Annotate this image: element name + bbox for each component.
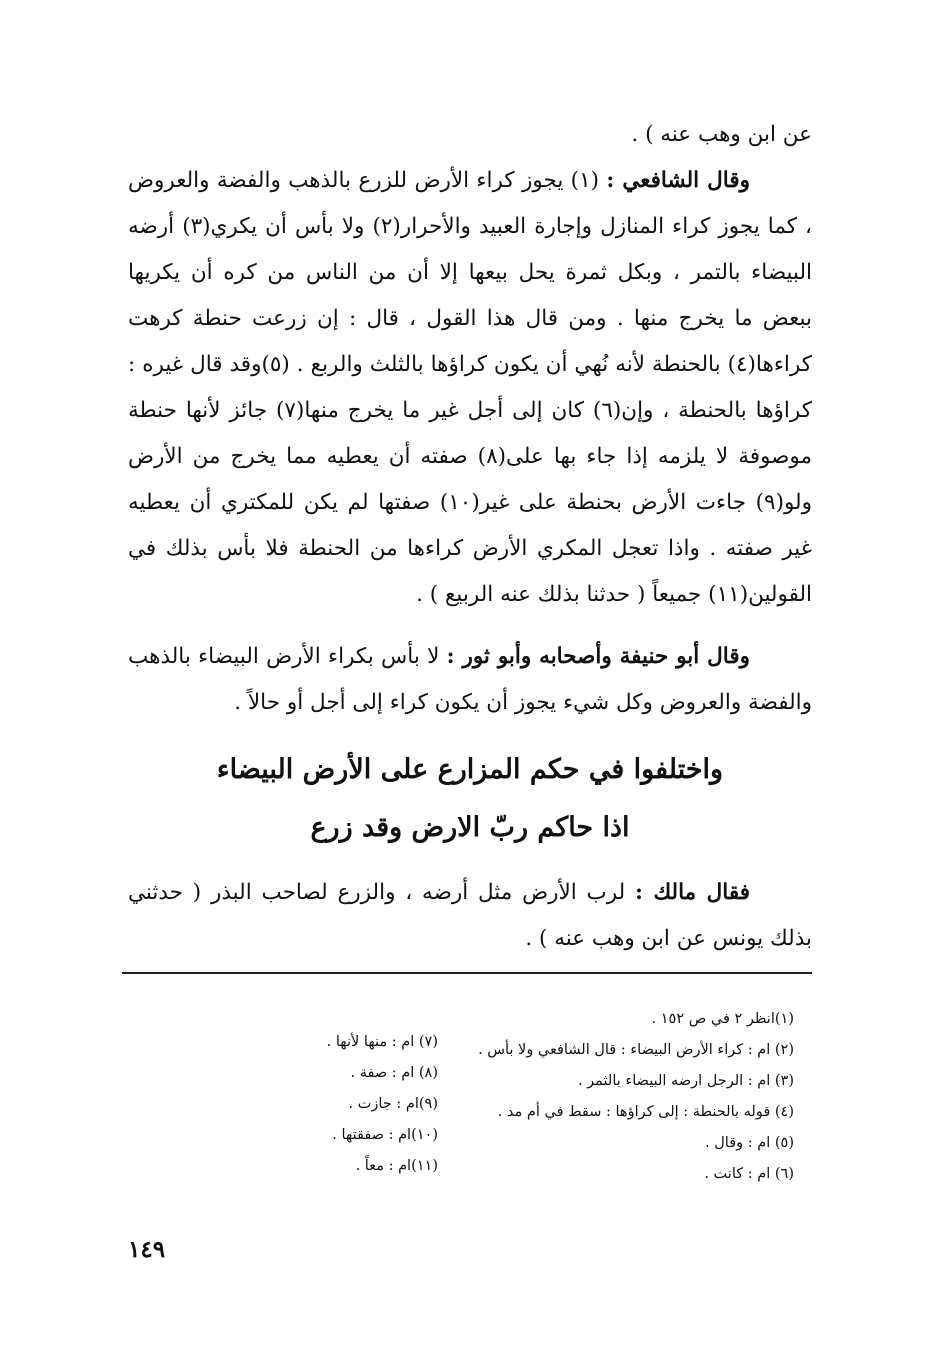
footnote: (٤) قوله بالحنطة : إلى كراؤها : سقط في أم مد . (497, 1104, 794, 1120)
main-text-2 (128, 870, 812, 962)
paragraph-abu-hanifa (128, 634, 812, 726)
footnote: (٨) ام : صفة . (350, 1065, 438, 1081)
footnote-divider (122, 972, 812, 974)
page-number: ١٤٩ (128, 1236, 166, 1263)
footnote: (٣) ام : الرجل ارضه البيضاء بالثمر . (577, 1073, 794, 1089)
paragraph-continuation: عن ابن وهب عنه ) . (631, 122, 812, 147)
footnote: (٦) ام : كانت . (704, 1166, 794, 1182)
footnote: (٩)ام : جازت . (348, 1096, 438, 1112)
speaker-shafii: وقال الشافعي : (606, 168, 750, 193)
section-heading-line-2: اذا حاكم ربّ الارض وقد زرع (310, 812, 630, 843)
footnote: (١٠)ام : صفقتها . (332, 1127, 438, 1143)
footnote: (٥) ام : وقال . (705, 1135, 794, 1151)
footnotes-column-right (478, 1004, 794, 1190)
paragraph-malik-text: لرب الأرض مثل أرضه ، والزرع لصاحب البذر ( حدثني بذلك يونس عن ابن وهب عنه ) . (128, 880, 812, 951)
footnote: (٢) ام : كراء الأرض البيضاء : قال الشافعي ولا بأس . (478, 1042, 794, 1058)
paragraph-shafii (128, 158, 812, 618)
footnote: (١١)ام : معاً . (355, 1158, 438, 1174)
speaker-malik: فقال مالك : (635, 880, 750, 905)
section-heading-line-1: واختلفوا في حكم المزارع على الأرض البيضاء (216, 754, 724, 785)
footnote: (١)انظر ٢ في ص ١٥٢ . (651, 1011, 794, 1027)
speaker-abu-hanifa: وقال أبو حنيفة وأصحابه وأبو ثور : (446, 644, 750, 669)
paragraph-abu-hanifa-text: لا بأس بكراء الأرض البيضاء بالذهب والفضة والعروض وكل شيء يجوز أن يكون كراء إلى أجل أو حالاً . (128, 644, 812, 715)
footnotes-column-left (327, 1027, 438, 1182)
paragraph-malik (128, 870, 812, 962)
footnote: (٧) ام : منها لأنها . (326, 1034, 438, 1050)
main-text (128, 112, 812, 726)
paragraph-shafii-text: (١) يجوز كراء الأرض للزرع بالذهب والفضة والعروض ، كما يجوز كراء المنازل وإجارة العبيد والأحرار(٢) ولا بأس أن يكري(٣) أرضه البيضاء بالتمر ، وبكل ثمرة يحل بيعها إلا أن من الناس من كره أن يكريها ببعض ما يخرج منها . ومن قال هذا القول ، قال : إن زرعت حنطة كرهت كراءها(٤) بالحنطة لأنه نُهي أن يكون كراؤها بالثلث والربع . (٥)وقد قال غيره : كراؤها بالحنطة ، وإن(٦) كان إلى أجل غير ما يخرج منها(٧) جائز لأنها حنطة موصوفة لا يلزمه إذا جاء بها على(٨) صفته أن يعطيه مما يخرج من الأرض ولو(٩) جاءت الأرض بحنطة على غير(١٠) صفتها لم يكن للمكتري أن يعطيه غير صفته . واذا تعجل المكري الأرض كراءها من الحنطة فلا بأس بذلك في القولين(١١) جميعاً ( حدثنا بذلك عنه الربيع ) . (128, 168, 813, 607)
